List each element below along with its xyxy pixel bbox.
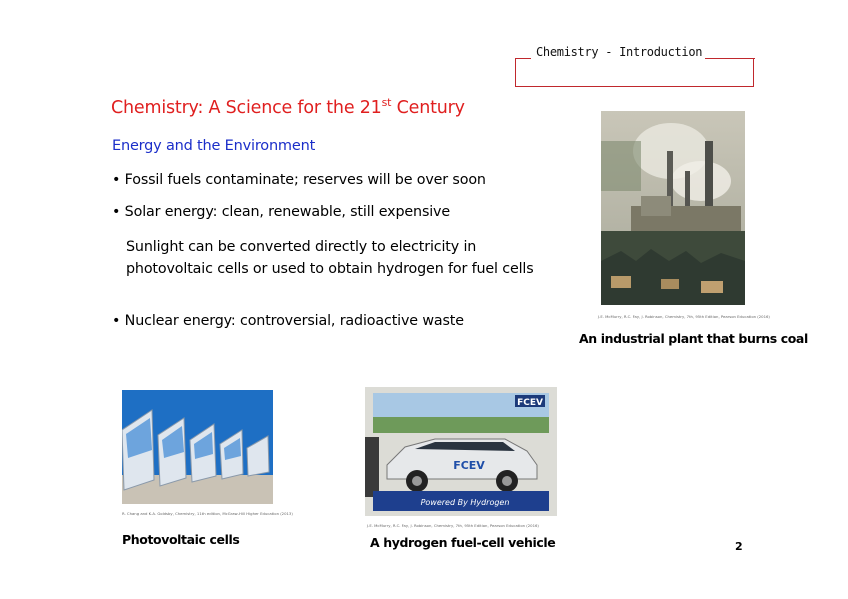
photovoltaic-caption: Photovoltaic cells: [122, 532, 240, 547]
bullet-solar-energy: • Solar energy: clean, renewable, still expensive: [112, 204, 451, 220]
fuel-cell-vehicle-photo: [365, 387, 557, 516]
powered-by-hydrogen-text: Powered By Hydrogen: [420, 498, 510, 507]
photovoltaic-photo: [122, 390, 273, 504]
photovoltaic-credit: R. Chang and K.A. Goldsby, Chemistry, 11th edition, McGraw-Hill Higher Education (2013): [122, 511, 293, 516]
title-main: Chemistry: A Science for the 21: [111, 98, 382, 118]
title-superscript: st: [381, 96, 392, 109]
bullet-nuclear-energy: • Nuclear energy: controversial, radioactive waste: [112, 313, 464, 329]
coal-plant-credit: J.E. McMurry, R.C. Fay, J. Robinson, Chemistry, 7th, 95th Edition, Pearson Education (2016): [598, 314, 770, 319]
slide-title: [111, 96, 465, 118]
fcev-door-text: FCEV: [453, 459, 485, 472]
slide-subtitle: Energy and the Environment: [112, 138, 316, 154]
fuel-cell-vehicle-credit: J.E. McMurry, R.C. Fay, J. Robinson, Chemistry, 7th, 95th Edition, Pearson Education (2016): [367, 523, 539, 528]
header-rule-left: [515, 58, 531, 59]
solar-paragraph: Sunlight can be converted directly to electricity in photovoltaic cells or used to obtain hydrogen for fuel cells: [126, 239, 534, 277]
coal-plant-photo: [601, 111, 745, 305]
header-frame: [515, 58, 754, 87]
title-tail: Century: [391, 98, 465, 118]
page-number: 2: [735, 540, 743, 553]
header-label: Chemistry - Introduction: [536, 45, 703, 59]
bullet-fossil-fuels: • Fossil fuels contaminate; reserves will be over soon: [112, 172, 486, 188]
fuel-cell-vehicle-caption: A hydrogen fuel-cell vehicle: [370, 535, 556, 550]
fcev-banner: FCEV: [517, 398, 543, 408]
coal-plant-caption: An industrial plant that burns coal: [579, 331, 808, 346]
header-rule-right: [705, 58, 755, 59]
